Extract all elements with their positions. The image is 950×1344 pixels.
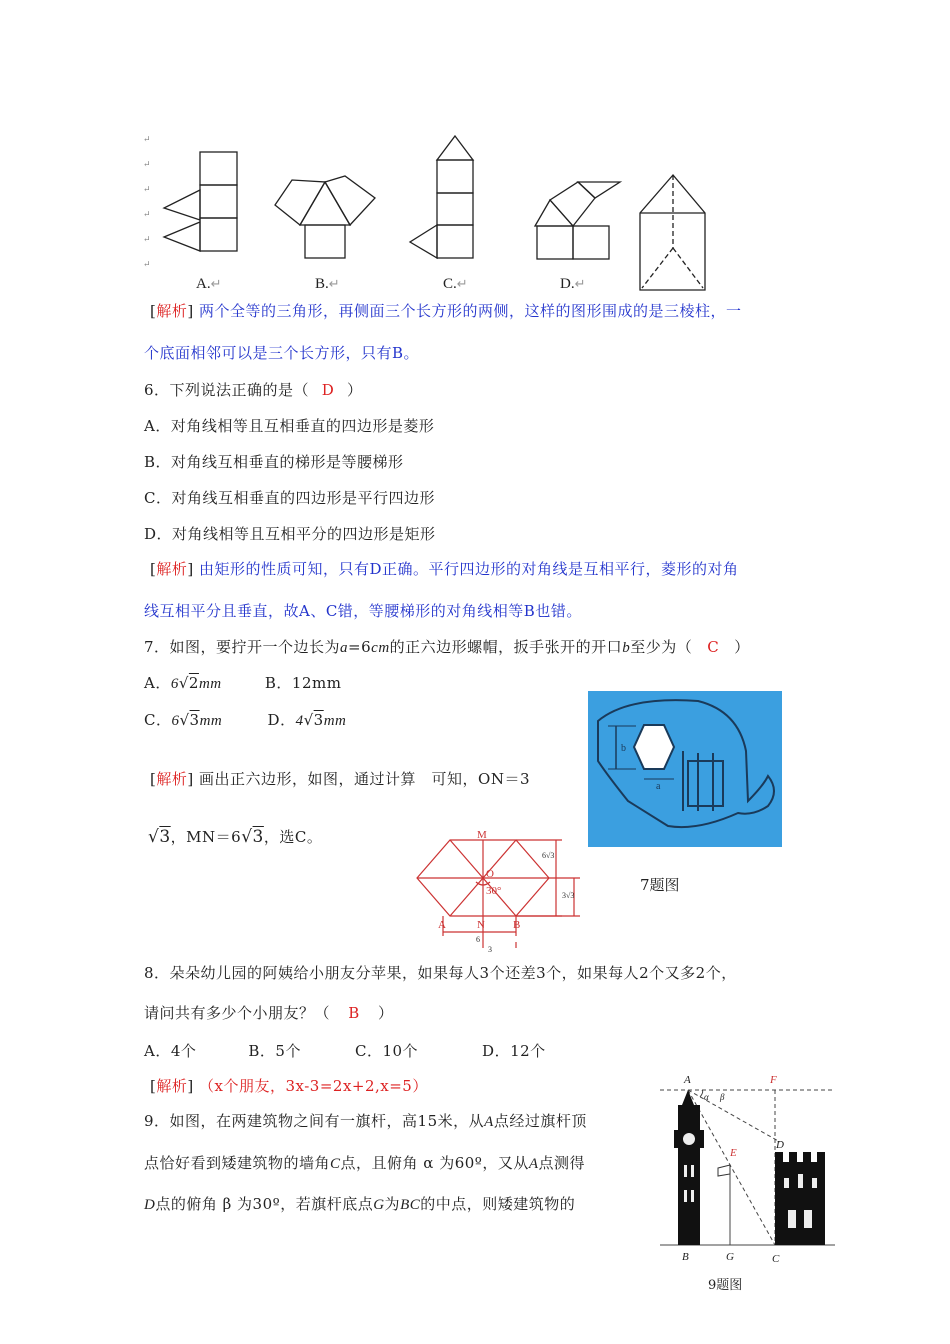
q9-stem-line1: 9．如图，在两建筑物之间有一旗杆，高15米，从A点经过旗杆顶	[144, 1112, 587, 1130]
prism-nets-figure	[150, 130, 730, 295]
svg-text:3: 3	[488, 945, 492, 954]
q9-figure-caption: 9题图	[708, 1278, 743, 1293]
net-label-b: B.↵	[315, 276, 340, 292]
svg-text:a: a	[656, 781, 661, 792]
svg-text:O: O	[486, 868, 494, 880]
svg-text:6: 6	[476, 935, 480, 944]
return-mark: ↵	[143, 210, 151, 220]
return-mark: ↵	[143, 185, 151, 195]
return-mark: ↵	[143, 260, 151, 270]
q7-figure-caption: 7题图	[640, 876, 680, 894]
q8-options: A．4个 B．5个 C．10个 D．12个	[144, 1042, 546, 1060]
buildings-diagram	[660, 1070, 835, 1280]
svg-text:b: b	[621, 743, 626, 754]
return-mark: ↵	[143, 135, 151, 145]
q6-option-a: A．对角线相等且互相垂直的四边形是菱形	[144, 417, 435, 435]
q8-stem-line2: 请问共有多少个小朋友？（ B ）	[144, 1004, 394, 1022]
svg-text:6√3: 6√3	[542, 851, 555, 860]
svg-text:D: D	[776, 1139, 784, 1151]
q5-analysis-line2: 个底面相邻可以是三个长方形，只有B。	[144, 344, 420, 362]
hexagon-diagram	[410, 829, 590, 954]
svg-text:C: C	[772, 1253, 780, 1265]
svg-text:α: α	[704, 1092, 709, 1102]
q6-analysis-line1: [解析] 由矩形的性质可知，只有D正确。平行四边形的对角线是互相平行，菱形的对角	[150, 560, 739, 578]
wrench-photo	[588, 691, 782, 847]
svg-text:A: A	[684, 1074, 691, 1086]
net-label-d: D.↵	[560, 276, 586, 292]
net-label-a: A.↵	[196, 276, 222, 292]
net-label-c: C.↵	[443, 276, 468, 292]
svg-text:30°: 30°	[486, 885, 502, 897]
svg-text:F: F	[770, 1074, 777, 1086]
q6-option-b: B．对角线互相垂直的梯形是等腰梯形	[144, 453, 404, 471]
svg-text:β: β	[720, 1092, 725, 1102]
q8-stem-line1: 8．朵朵幼儿园的阿姨给小朋友分苹果，如果每人3个还差3个，如果每人2个又多2个，	[144, 964, 737, 982]
svg-text:E: E	[730, 1147, 737, 1159]
return-mark: ↵	[143, 160, 151, 170]
svg-text:B: B	[513, 919, 521, 931]
svg-text:G: G	[726, 1251, 734, 1263]
wrench-image	[588, 691, 782, 847]
q6-option-c: C．对角线互相垂直的四边形是平行四边形	[144, 489, 435, 507]
q6-analysis-line2: 线互相平分且垂直，故A、C错，等腰梯形的对角线相等B也错。	[144, 602, 582, 620]
q6-stem: 6．下列说法正确的是（ D ）	[144, 381, 363, 399]
q7-analysis-line2: √3，MN＝6√3，选C。	[148, 827, 323, 847]
return-mark: ↵	[143, 235, 151, 245]
svg-text:B: B	[682, 1251, 689, 1263]
q5-analysis-line1: [解析] 两个全等的三角形，再侧面三个长方形的两侧，这样的图形围成的是三棱柱，一	[150, 302, 742, 320]
q7-options-row2: C．6√3mm D．4√3mm	[144, 711, 347, 729]
q9-stem-line2: 点恰好看到矮建筑物的墙角C点，且俯角 α 为60º，又从A点测得	[144, 1154, 586, 1172]
svg-text:A: A	[438, 919, 446, 931]
q8-analysis: [解析] （x个朋友，3x-3=2x+2,x=5）	[150, 1077, 428, 1095]
q7-stem: 7．如图，要拧开一个边长为a=6cm的正六边形螺帽，扳手张开的开口b至少为（ C ）	[144, 638, 750, 656]
svg-text:M: M	[477, 829, 487, 841]
q7-options-row1: A．6√2mm B．12mm	[144, 674, 342, 692]
svg-text:3√3: 3√3	[562, 891, 575, 900]
q7-analysis-line1: [解析] 画出正六边形，如图，通过计算 可知，ON＝3	[150, 770, 530, 788]
q6-option-d: D．对角线相等且互相平分的四边形是矩形	[144, 525, 436, 543]
svg-text:N: N	[477, 919, 485, 931]
q9-stem-line3: D点的俯角 β 为30º，若旗杆底点G为BC的中点，则矮建筑物的	[144, 1195, 576, 1213]
